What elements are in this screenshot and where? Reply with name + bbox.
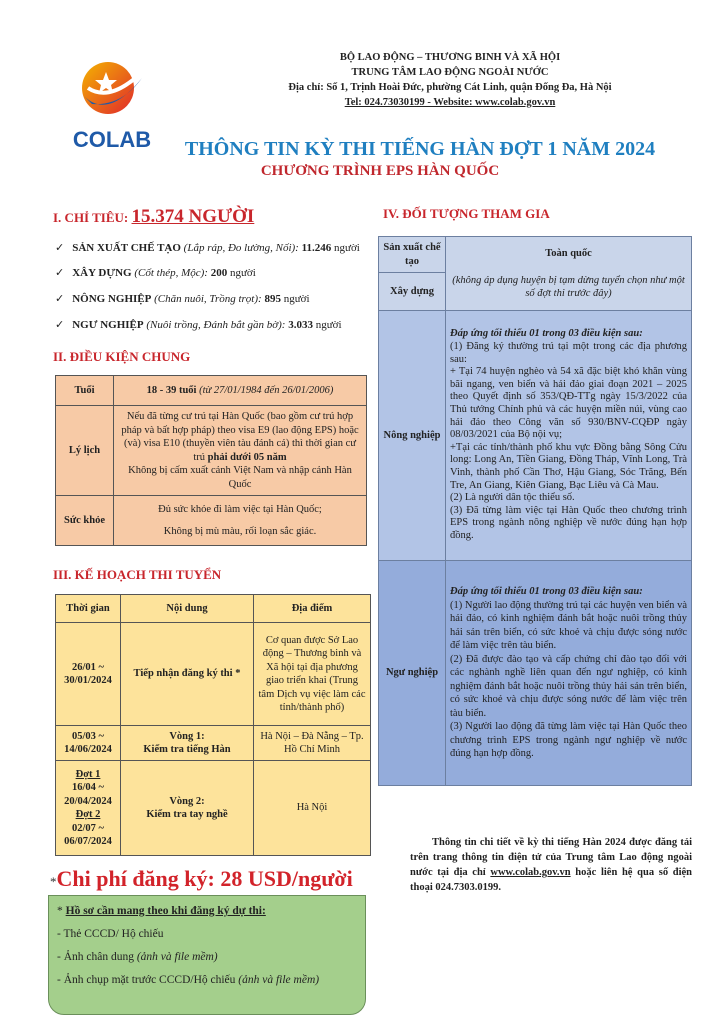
targets-table: Sản xuất chế tạo Toàn quốc (không áp dụng huyện bị tạm dừng tuyển chọn như một số đợt thi trước đây) Xây dựng Nông nghiệp Đáp ứng tối thiểu 01 trong 03 điều kiện sau: (1) Đăng ký thường trú tại một trong các địa phương sau: + Tại 74 huyện nghèo và 54 xã đặc biệt khó khăn vùng bãi ngang, ven biển và hải đảo giai đoạn 2021 – 2025 theo Quyết định số 353/QĐ-TTg ngày 15/3/2022 của Thủ tướng Chính phủ và các huyện miền núi, vùng cao hải đảo theo Công văn số 930/BNV-CQĐP ngày 08/03/2021 của Bộ nội vụ; +Tại các tỉnh/thành phố khu vực Đồng bằng Sông Cửu long: Long An, Tiền Giang, Đồng Tháp, Vĩnh Long, Trà Vinh, thành phố Cần Thơ, Hậu Giang, Sóc Trăng, Bến Tre, An Giang, Kiên Giang, Bạc Liêu và Cà Mau. (2) Là người dân tộc thiểu số. (3) Đã từng làm việc tại Hàn Quốc theo chương trình EPS trong ngành nông nghiệp về nước đúng hạn hợp đồng. Ngư nghiệp Đáp ứng tối thiểu 01 trong 03 điều kiện sau: (1) Người lao động thường trú tại các huyện ven biển và hải đảo, có kinh nghiệm đánh bắt hoặc nuôi trồng thủy hải sản trên biển, có sức khoẻ và chịu được sóng nước để làm việc trên tàu biển. (2) Đã được đào tạo và cấp chứng chỉ đào tạo đối với các nghành nghề liên quan đến ngư nghiệp, có kinh nghiệm đánh bắt hoặc nuôi trồng thủy hải sản trên biển, có sức khoẻ và chịu được sóng nước để làm việc trên tàu biển. (3) Người lao động đã từng làm việc tại Hàn Quốc theo chương trình EPS trong ngành ngư nghiệp về nước đúng hạn hợp đồng. [378, 236, 692, 786]
address: Địa chỉ: Số 1, Trịnh Hoài Đức, phường Cát Linh, quận Đống Đa, Hà Nội [288, 82, 612, 93]
organization-header [230, 50, 670, 110]
quota-item: ✓ NGƯ NGHIỆP (Nuôi trồng, Đánh bắt gần bờ): 3.033 người [55, 319, 342, 331]
ministry-name: BỘ LAO ĐỘNG – THƯƠNG BINH VÀ XÃ HỘI [339, 52, 561, 63]
conditions-heading: II. ĐIỀU KIỆN CHUNG [53, 349, 191, 364]
conditions-table: Tuổi 18 - 39 tuổi (từ 27/01/1984 đến 26/01/2006) Lý lịch Nếu đã từng cư trú tại Hàn Quốc (bao gồm cư trú hợp pháp và bất hợp pháp) theo visa E9 (lao động EPS) hoặc (và) visa E10 (thuyền viên tàu đánh cá) thì thời gian cư trú phải dưới 05 năm Không bị cấm xuất cảnh Việt Nam và nhập cảnh Hàn Quốc Sức khỏe Đủ sức khỏe đi làm việc tại Hàn Quốc; Không bị mù màu, rối loạn sắc giác. [55, 375, 367, 546]
page-subtitle: CHƯƠNG TRÌNH EPS HÀN QUỐC [260, 163, 500, 179]
quota-item: ✓ NÔNG NGHIỆP (Chăn nuôi, Trồng trọt): 895 người [55, 293, 310, 305]
quota-total: 15.374 NGƯỜI [131, 206, 255, 227]
logo-text: COLAB [72, 127, 152, 152]
quota-item: ✓ XÂY DỰNG (Cốt thép, Mộc): 200 người [55, 267, 256, 279]
documents-heading: * Hồ sơ cần mang theo khi đăng ký dự thi: [57, 905, 266, 917]
page-title: THÔNG TIN KỲ THI TIẾNG HÀN ĐỢT 1 NĂM 2024 [184, 138, 656, 160]
check-icon: ✓ [55, 319, 65, 331]
exam-plan-table: Thời gian Nội dung Địa điểm 26/01 ~ 30/01/2024 Tiếp nhận đăng ký thi * Cơ quan được Sở Lao động – Thương binh và Xã hội tại địa phương giao triển khai (Trung tâm Dịch vụ việc làm các tỉnh/thành phố) 05/03 ~ 14/06/2024 Vòng 1: Kiểm tra tiếng Hàn Hà Nội – Đà Nẵng – Tp. Hồ Chí Minh Đợt 1 16/04 ~ 20/04/2024 Đợt 2 02/07 ~ 06/07/2024 Vòng 2: Kiểm tra tay nghề Hà Nội [55, 594, 371, 856]
colab-logo [62, 58, 162, 150]
check-icon: ✓ [55, 293, 65, 305]
document-item: - Ảnh chụp mặt trước CCCD/Hộ chiếu (ảnh và file mềm) [57, 974, 320, 986]
document-item: - Thẻ CCCD/ Hộ chiếu [57, 928, 164, 940]
contact-line: Tel: 024.73030199 - Website: www.colab.gov.vn [344, 97, 556, 108]
center-name: TRUNG TÂM LAO ĐỘNG NGOÀI NƯỚC [351, 67, 549, 78]
required-documents-box [48, 895, 366, 1015]
plan-heading: III. KẾ HOẠCH THI TUYỂN [53, 567, 222, 582]
website-link[interactable]: www.colab.gov.vn [490, 867, 571, 878]
check-icon: ✓ [55, 267, 65, 279]
registration-fee: *Chi phí đăng ký: 28 USD/người [50, 866, 353, 891]
contact-info-paragraph: Thông tin chi tiết về kỳ thi tiếng Hàn 2024 được đăng tải trên trang thông tin điện tử của Trung tâm Lao động ngoài nước tại địa chỉ www.colab.gov.vn hoặc liên hệ qua số điện thoại 024.7303.0199. [410, 837, 693, 893]
logo-globe-icon [62, 58, 162, 120]
quota-heading [53, 206, 254, 228]
quota-item: ✓ SẢN XUẤT CHẾ TẠO (Lắp ráp, Đo lường, Nối): 11.246 người [55, 242, 360, 254]
targets-heading: IV. ĐỐI TƯỢNG THAM GIA [383, 206, 550, 221]
document-item: - Ảnh chân dung (ảnh và file mềm) [57, 951, 218, 963]
check-icon: ✓ [55, 242, 65, 254]
quota-label: I. CHỈ TIÊU: [53, 210, 132, 225]
